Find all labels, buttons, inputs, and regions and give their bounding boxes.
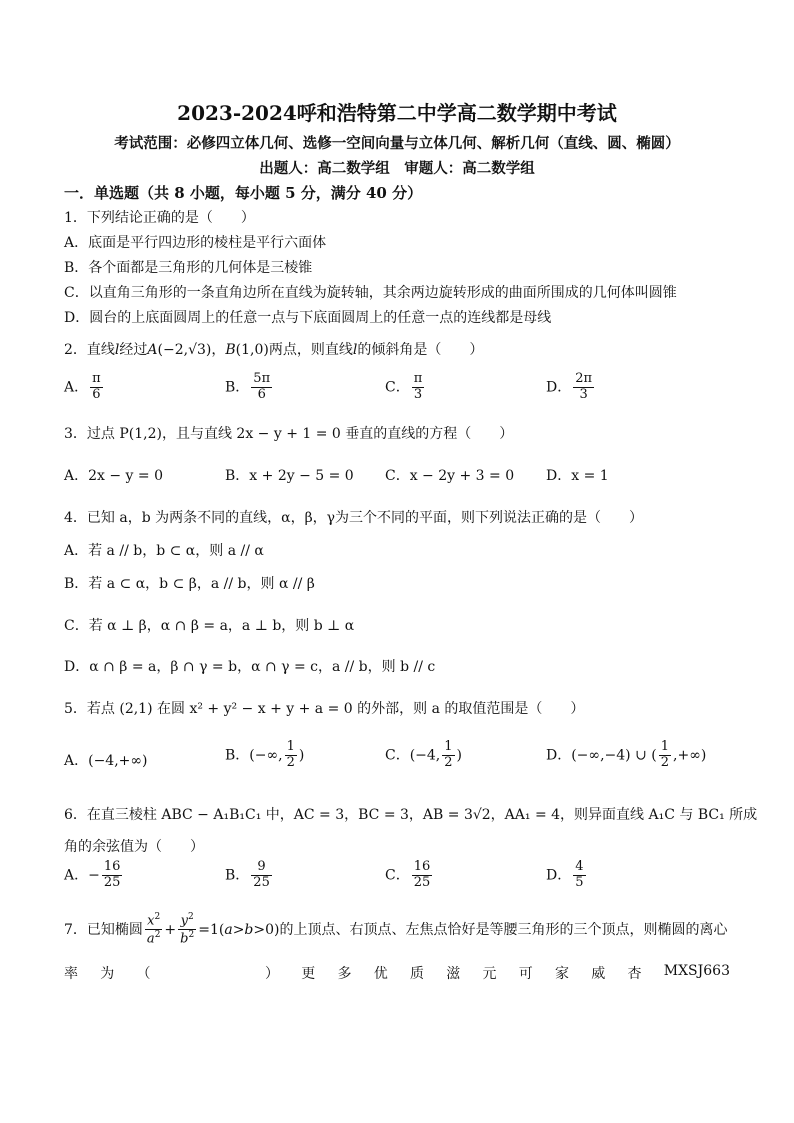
q4-option-a: A．若 a // b，b ⊂ α，则 a // α: [64, 543, 264, 559]
q1-option-b: B．各个面都是三角形的几何体是三棱锥: [64, 260, 313, 276]
q4-option-c: C．若 α ⊥ β，α ∩ β = a，a ⊥ b，则 b ⊥ α: [64, 618, 355, 634]
q2-stem: 2．直线l经过A(−2,√3)，B(1,0)两点，则直线l的倾斜角是（ ）: [64, 342, 484, 358]
q2-option-b: B． $\frac{5\pi}{6}$: [225, 371, 271, 402]
q2-option-c: C． $\frac{\pi}{3}$: [385, 371, 423, 402]
q3-option-b: B．x + 2y − 5 = 0: [225, 468, 354, 484]
exam-scope: 考试范围：必修四立体几何、选修一空间向量与立体几何、解析几何（直线、圆、椭圆）: [114, 135, 680, 152]
q7-stem: 7．已知椭圆 $\frac{x^2}{a^2}$ + $\frac{y^2}{b^2}$ =1(a>b>0)的上顶点、右顶点、左焦点恰好是等腰三角形的三个顶点，则椭圆的离心: [64, 912, 728, 947]
q7-answer-line: 率 为 （ ） 更 多 优 质 滋 元 可 家 威 杏 MXSJ663: [64, 963, 730, 982]
q3-stem: 3．过点 P(1,2)，且与直线 2x − y + 1 = 0 垂直的直线的方程（ ）: [64, 426, 514, 442]
exam-authors: 出题人：高二数学组 审题人：高二数学组: [259, 160, 535, 177]
q2-option-a: A． $\frac{\pi}{6}$: [64, 371, 101, 402]
q1-option-a: A．底面是平行四边形的棱柱是平行六面体: [64, 235, 327, 251]
q5-stem: 5．若点 (2,1) 在圆 x² + y² − x + y + a = 0 的外部，则 a 的取值范围是（ ）: [64, 701, 585, 717]
q3-option-a: A．2x − y = 0: [64, 468, 163, 484]
q5-option-b: B．(−∞, $\frac{1}{2}$ ): [225, 739, 305, 770]
q6-option-a: A．− $\frac{16}{25}$: [64, 859, 121, 890]
q2-option-d: D． $\frac{2\pi}{3}$: [546, 371, 593, 402]
q6-option-d: D． $\frac{4}{5}$: [546, 859, 584, 890]
q4-option-b: B．若 a ⊂ α，b ⊂ β，a // b，则 α // β: [64, 576, 315, 592]
q3-option-d: D．x = 1: [546, 468, 609, 484]
q4-stem: 4．已知 a，b 为两条不同的直线，α，β，γ为三个不同的平面，则下列说法正确的是（ ）: [64, 510, 644, 526]
q6-stem-line1: 6．在直三棱柱 ABC − A₁B₁C₁ 中，AC = 3，BC = 3，AB = 3√2，AA₁ = 4，则异面直线 A₁C 与 BC₁ 所成: [64, 807, 758, 823]
q5-option-a: A．(−4,+∞): [64, 753, 148, 769]
q5-option-c: C．(−4, $\frac{1}{2}$ ): [385, 739, 463, 770]
q3-option-c: C．x − 2y + 3 = 0: [385, 468, 515, 484]
section-heading: 一．单选题（共 8 小题，每小题 5 分，满分 40 分）: [64, 184, 423, 202]
q1-stem: 1．下列结论正确的是（ ）: [64, 210, 255, 226]
q6-option-b: B． $\frac{9}{25}$: [225, 859, 270, 890]
q1-option-c: C．以直角三角形的一条直角边所在直线为旋转轴，其余两边旋转形成的曲面所围成的几何体叫圆锥: [64, 285, 677, 301]
q6-stem-line2: 角的余弦值为（ ）: [64, 839, 204, 855]
q5-option-d: D．(−∞,−4) ∪ ( $\frac{1}{2}$ ,+∞): [546, 739, 707, 770]
q6-option-c: C． $\frac{16}{25}$: [385, 859, 431, 890]
page-title: 2023-2024呼和浩特第二中学高二数学期中考试: [177, 101, 617, 125]
q1-option-d: D．圆台的上底面圆周上的任意一点与下底面圆周上的任意一点的连线都是母线: [64, 310, 552, 326]
q4-option-d: D．α ∩ β = a，β ∩ γ = b，α ∩ γ = c，a // b，则 b // c: [64, 659, 436, 675]
